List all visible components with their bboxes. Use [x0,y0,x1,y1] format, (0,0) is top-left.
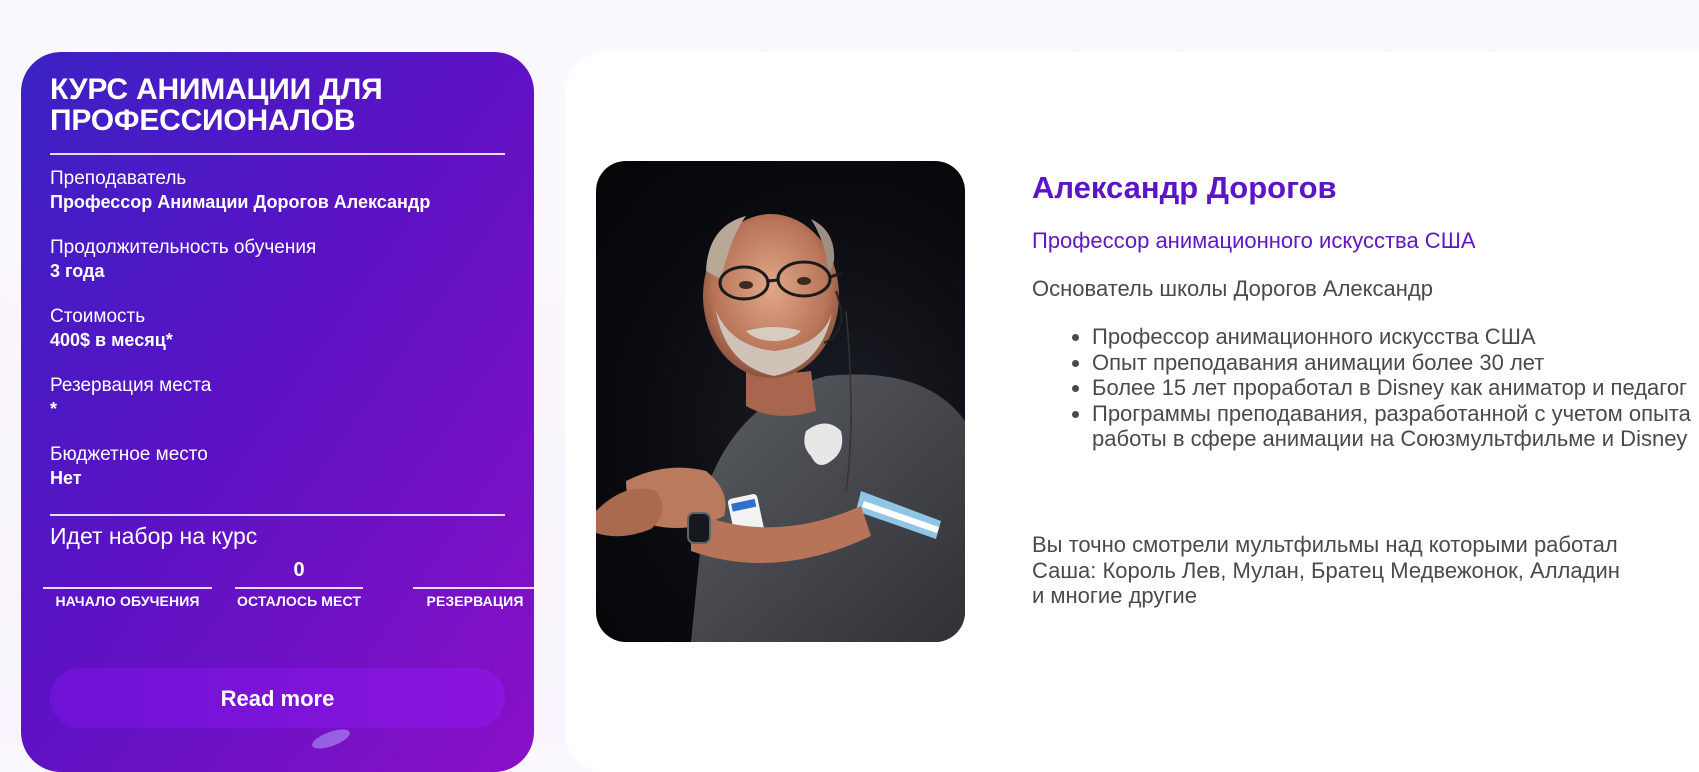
info-divider [50,514,505,516]
stat-start-label: НАЧАЛО ОБУЧЕНИЯ [55,593,200,609]
title-divider [50,153,505,155]
enroll-status: Идет набор на курс [50,523,258,549]
info-teacher [50,167,510,236]
teacher-founder: Основатель школы Дорогов Александр [1032,276,1433,301]
teacher-portrait-illustration [596,161,965,642]
stat-reservation-value [413,558,534,582]
stat-start [43,558,212,609]
info-value: Профессор Анимации Дорогов Александр [50,192,431,212]
info-value: 3 года [50,261,105,281]
stat-start-value [43,558,212,582]
info-value: * [50,399,58,419]
info-label: Продолжительность обучения [50,237,317,258]
course-stats [43,558,524,618]
stat-seats-left-label: ОСТАЛОСЬ МЕСТ [237,593,361,609]
teacher-summary: Вы точно смотрели мультфильмы над которыми работал Саша: Король Лев, Мулан, Братец Медвежонок, Алладин и многие другие [1032,532,1620,608]
list-item: • Опыт преподавания анимации более 30 лет [1092,350,1699,376]
info-label: Стоимость [50,306,146,327]
info-budget-seat [50,443,510,512]
list-item: • Программы преподавания, разработанной с учетом опыта работы в сфере анимации на Союзмультфильме и Disney [1092,401,1699,452]
teacher-photo [596,161,965,642]
course-card [21,52,534,772]
info-label: Бюджетное место [50,444,208,465]
teacher-name: Александр Дорогов [1032,170,1337,205]
stat-reservation [413,558,534,609]
teacher-position: Профессор анимационного искусства США [1032,228,1476,253]
stat-divider [43,587,212,589]
read-more-button[interactable]: Read more [50,668,505,728]
list-item: • Профессор анимационного искусства США [1092,324,1699,350]
stat-reservation-label: РЕЗЕРВАЦИЯ [426,593,524,609]
info-value: 400$ в месяц* [50,330,173,350]
info-reservation [50,374,510,443]
info-duration [50,236,510,305]
info-value: Нет [50,468,82,488]
stat-divider [235,587,363,589]
list-item: • Более 15 лет проработал в Disney как аниматор и педагог [1092,375,1699,401]
stat-divider [413,587,534,589]
course-title: КУРС АНИМАЦИИ ДЛЯ ПРОФЕССИОНАЛОВ [50,73,383,137]
stat-seats-left [235,558,363,609]
course-info-list [50,167,510,512]
info-label: Резервация места [50,375,212,396]
teacher-achievements-list [1032,324,1699,452]
teacher-panel [565,52,1699,772]
info-price [50,305,510,374]
decorative-shape [310,726,352,753]
stat-seats-left-value: 0 [293,559,305,581]
info-label: Преподаватель [50,168,187,189]
